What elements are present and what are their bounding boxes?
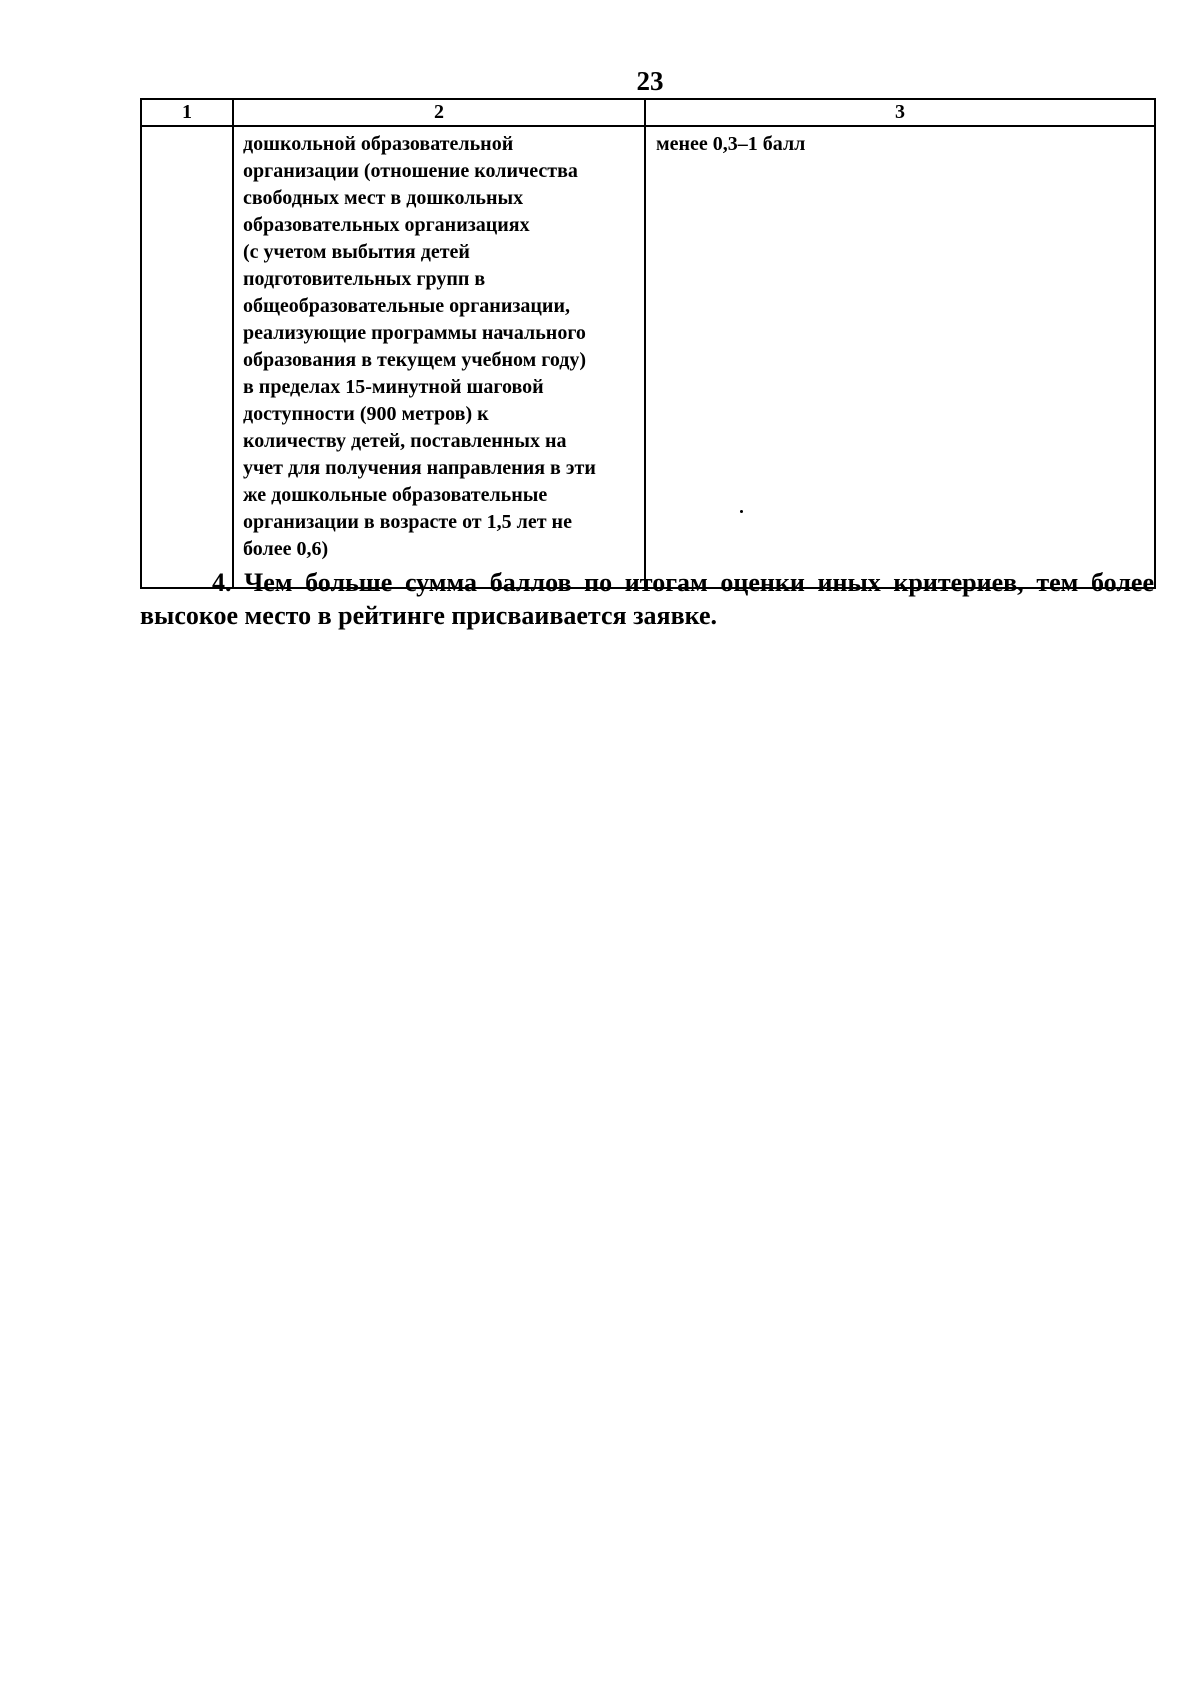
table-header-row bbox=[141, 99, 1155, 126]
column-number-2: 2 bbox=[233, 99, 645, 126]
column-number-3: 3 bbox=[645, 99, 1155, 126]
criterion-description-cell: дошкольной образовательной организации (отношение количества свободных мест в дошкольных образовательных организациях (с учетом выбытия детей подготовительных групп в общеобразовательные организации, реализующие программы начального образования в текущем учебном году) в пределах 15-минутной шаговой доступности (900 метров) к количеству детей, поставленных на учет для получения направления в эти же дошкольные образовательные организации в возрасте от 1,5 лет не более 0,6) bbox=[233, 126, 645, 588]
column-number-1: 1 bbox=[141, 99, 233, 126]
criteria-table bbox=[140, 98, 1156, 589]
table-row bbox=[141, 126, 1155, 588]
score-cell: менее 0,3–1 балл bbox=[645, 126, 1155, 588]
stray-dot bbox=[740, 510, 743, 513]
page-number: 23 bbox=[636, 66, 664, 96]
table-cell-col1 bbox=[141, 126, 233, 588]
paragraph-4: 4. Чем больше сумма баллов по итогам оценки иных критериев, тем более высокое место в рейтинге присваивается заявке. bbox=[140, 568, 1154, 630]
